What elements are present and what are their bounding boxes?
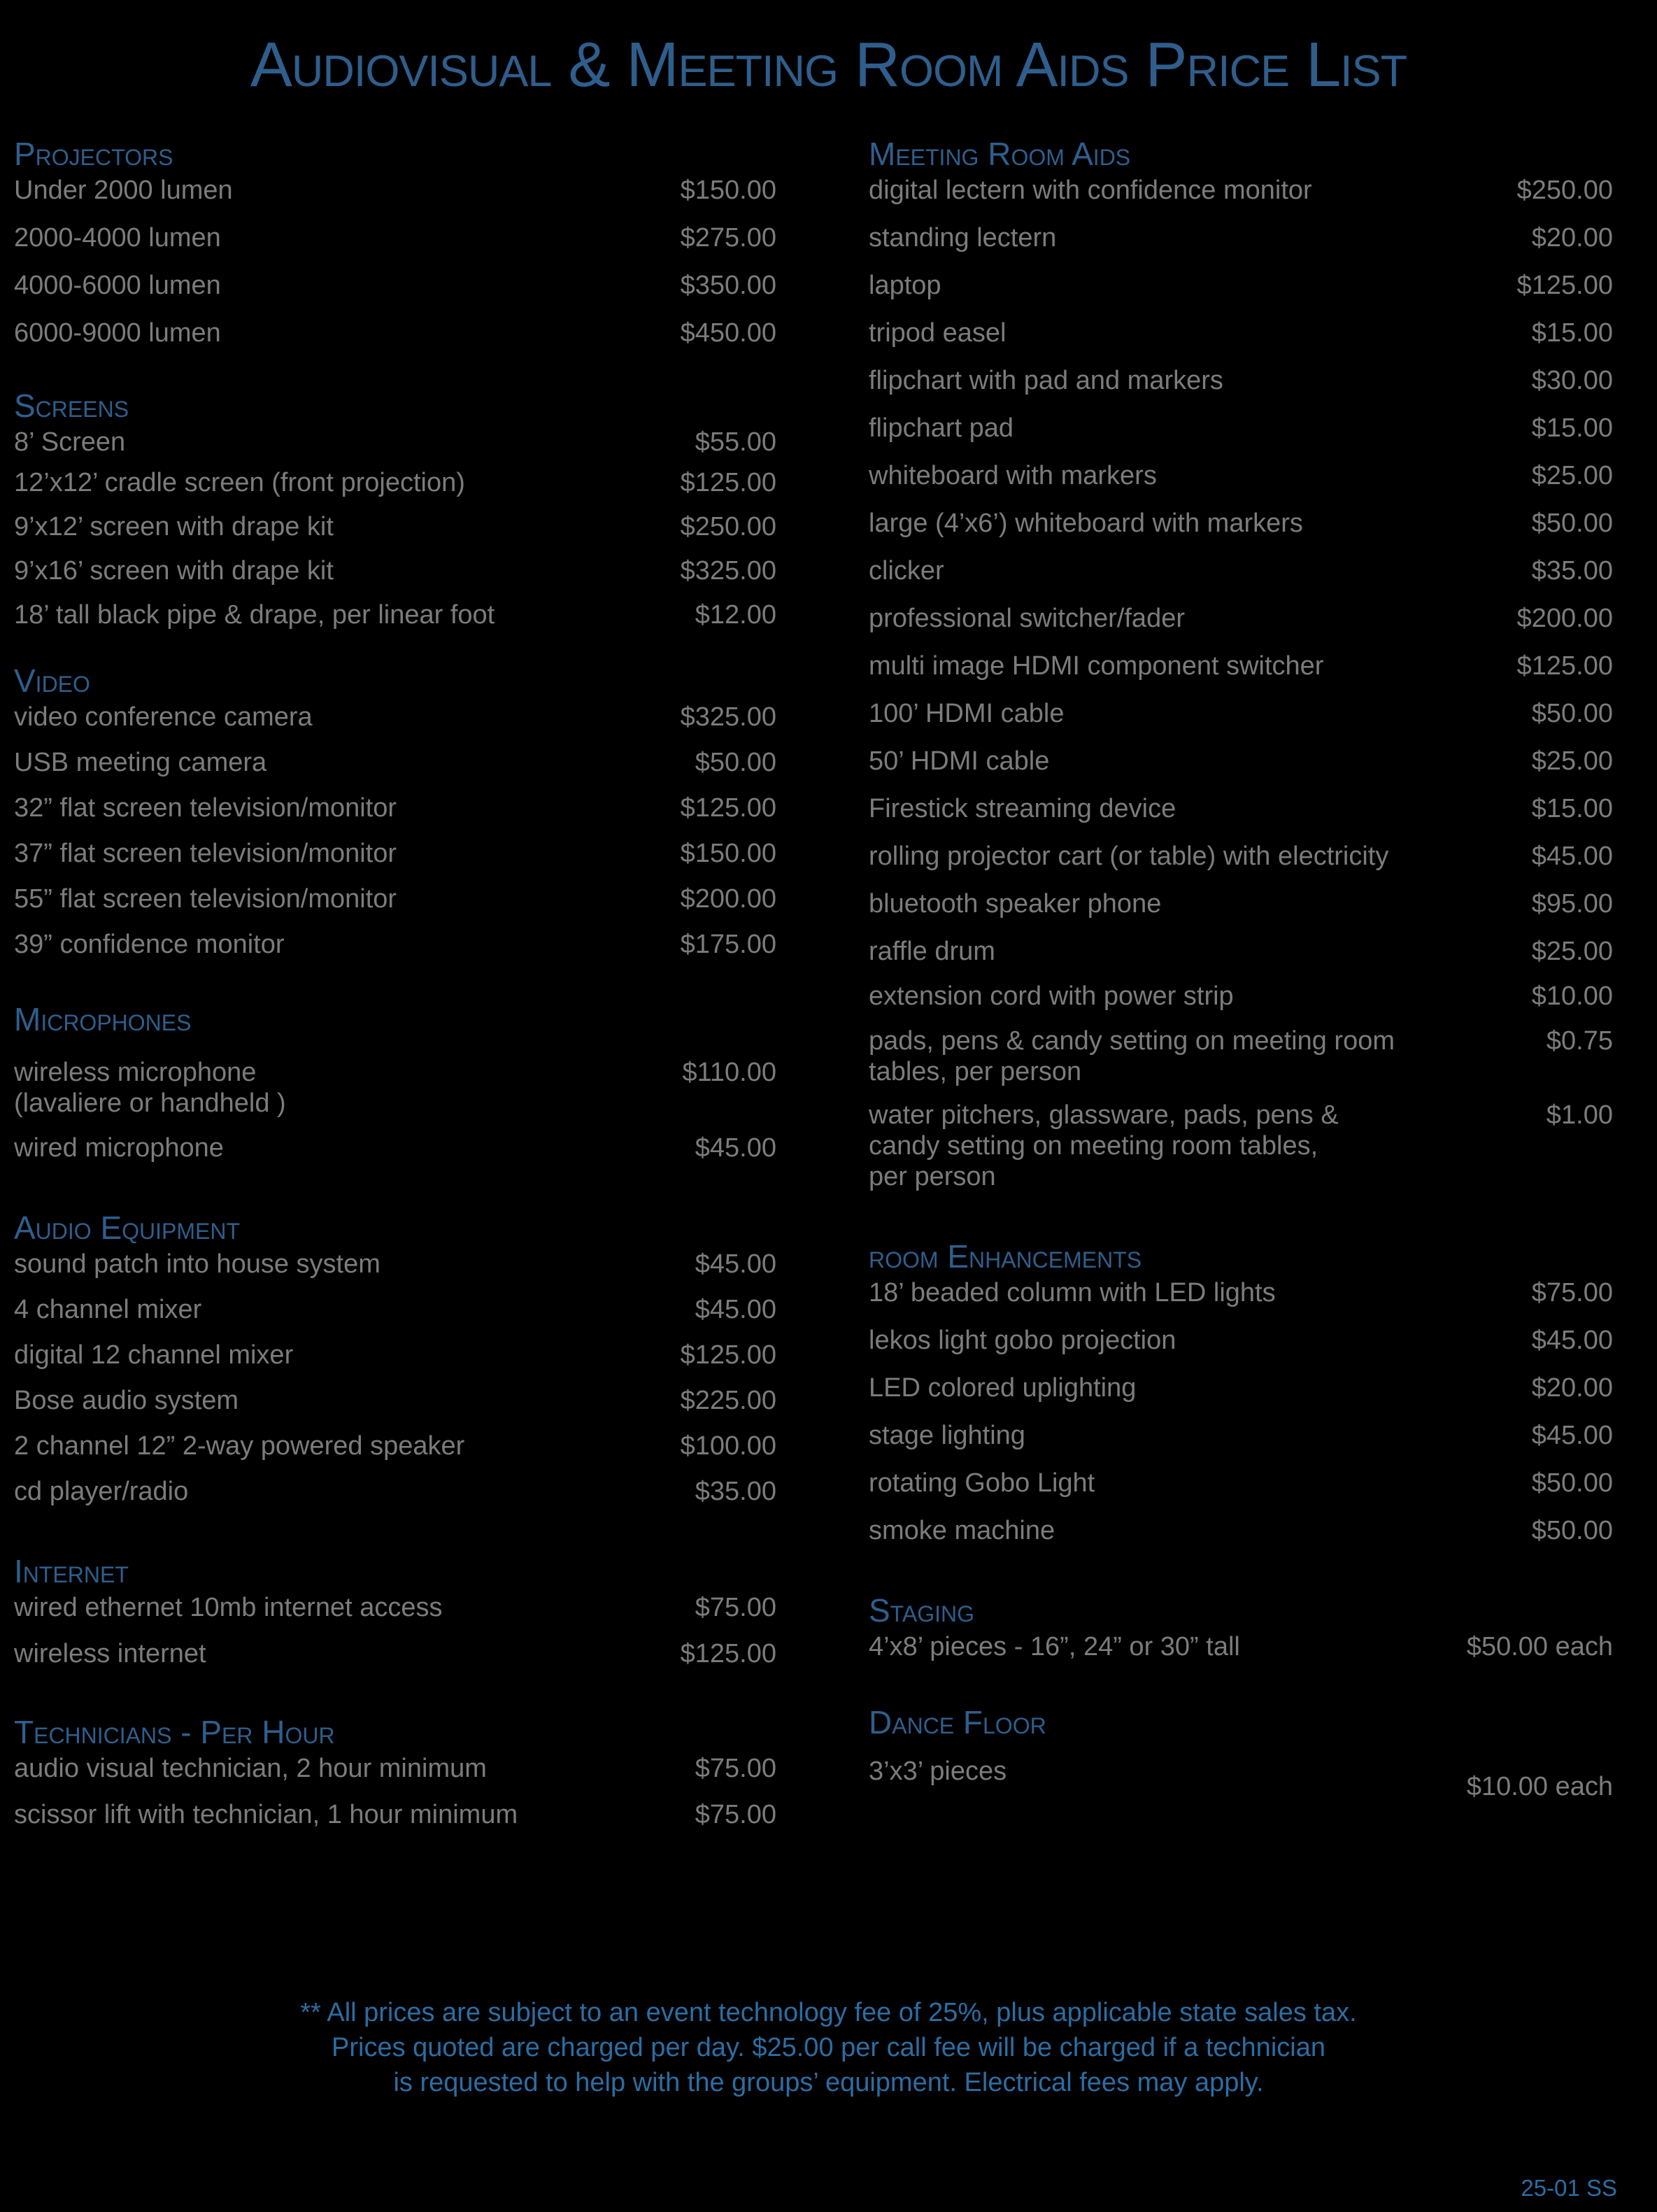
item-price: $325.00 <box>680 702 776 732</box>
price-row <box>869 936 1613 967</box>
section-right-2 <box>869 1589 1613 1662</box>
price-row <box>869 1756 1613 1802</box>
item-price: $325.00 <box>680 556 776 586</box>
item-price: $35.00 <box>1531 556 1613 586</box>
footnote <box>0 1995 1657 2100</box>
right-column <box>869 133 1613 1802</box>
price-row <box>869 746 1613 777</box>
price-row <box>869 1468 1613 1498</box>
item-label: rolling projector cart (or table) with electricity <box>869 842 1389 871</box>
item-label: 18’ beaded column with LED lights <box>869 1278 1276 1307</box>
item-price: $100.00 <box>680 1431 776 1461</box>
item-price: $150.00 <box>680 176 776 205</box>
item-price: $10.00 each <box>1466 1772 1613 1801</box>
price-row <box>869 508 1613 539</box>
item-price: $75.00 <box>1531 1278 1613 1307</box>
item-price: $1.00 <box>1546 1100 1613 1130</box>
item-label: 3’x3’ pieces <box>869 1757 1007 1786</box>
price-row <box>869 1277 1613 1308</box>
price-row <box>14 555 776 586</box>
price-row <box>14 467 776 498</box>
item-label: 4 channel mixer <box>14 1295 202 1324</box>
item-price: $25.00 <box>1531 461 1613 490</box>
item-price: $150.00 <box>680 839 776 868</box>
footnote-line: ** All prices are subject to an event technology fee of 25%, plus applicable state sales tax. <box>300 1998 1357 2027</box>
item-price: $0.75 <box>1546 1026 1613 1056</box>
document-code: 25-01 SS <box>1521 2175 1617 2201</box>
item-label: clicker <box>869 556 944 586</box>
section-heading: Projectors <box>14 136 173 172</box>
price-row <box>14 884 776 914</box>
item-label: tripod easel <box>869 318 1007 348</box>
left-column <box>14 133 776 1830</box>
price-row <box>14 1799 776 1830</box>
section-heading: Meeting Room Aids <box>869 136 1131 172</box>
price-row <box>14 1431 776 1461</box>
section-heading: Audio Equipment <box>14 1210 241 1246</box>
item-label: video conference camera <box>14 702 313 732</box>
price-row <box>869 888 1613 919</box>
section-right-3 <box>869 1701 1613 1802</box>
item-label: 2000-4000 lumen <box>14 223 221 253</box>
price-row <box>14 838 776 869</box>
section-heading: Dance Floor <box>869 1704 1046 1740</box>
item-price: $250.00 <box>1516 176 1613 205</box>
item-price: $50.00 <box>1531 1468 1613 1498</box>
section-heading: room Enhancements <box>869 1238 1142 1275</box>
item-price: $50.00 each <box>1466 1632 1613 1661</box>
item-price: $25.00 <box>1531 746 1613 776</box>
price-row <box>14 1638 776 1669</box>
price-row <box>14 1753 776 1784</box>
section-heading: Video <box>14 662 90 699</box>
item-label: digital 12 channel mixer <box>14 1340 294 1370</box>
price-row <box>869 1100 1613 1192</box>
footnote-line: is requested to help with the groups’ equipment. Electrical fees may apply. <box>393 2068 1264 2097</box>
page-title: Audiovisual & Meeting Room Aids Price List <box>250 30 1407 100</box>
section-left-3 <box>14 998 776 1163</box>
section-left-0 <box>14 133 776 348</box>
item-label: flipchart with pad and markers <box>869 366 1223 395</box>
item-price: $15.00 <box>1531 794 1613 823</box>
price-row <box>14 1476 776 1507</box>
price-row <box>14 747 776 778</box>
section-left-5 <box>14 1550 776 1669</box>
price-row <box>869 318 1613 348</box>
item-label: raffle drum <box>869 937 995 966</box>
item-label: 9’x16’ screen with drape kit <box>14 556 334 586</box>
item-label: digital lectern with confidence monitor <box>869 176 1312 205</box>
item-price: $250.00 <box>680 512 776 541</box>
item-label: large (4’x6’) whiteboard with markers <box>869 509 1303 538</box>
price-row <box>869 1373 1613 1403</box>
item-label: stage lighting <box>869 1421 1025 1450</box>
price-row <box>14 175 776 206</box>
item-price: $125.00 <box>680 468 776 497</box>
item-label: 39” confidence monitor <box>14 930 285 959</box>
item-price: $35.00 <box>695 1477 776 1506</box>
price-row <box>14 222 776 253</box>
item-label: sound patch into house system <box>14 1249 381 1279</box>
price-row <box>14 270 776 301</box>
price-row <box>14 1249 776 1279</box>
item-price: $15.00 <box>1531 413 1613 443</box>
item-label: 9’x12’ screen with drape kit <box>14 512 334 541</box>
price-row <box>14 793 776 823</box>
price-row <box>14 1385 776 1416</box>
item-price: $30.00 <box>1531 366 1613 395</box>
item-price: $45.00 <box>1531 842 1613 871</box>
price-row <box>869 175 1613 206</box>
item-price: $50.00 <box>1531 1516 1613 1545</box>
item-label: 4’x8’ pieces - 16”, 24” or 30” tall <box>869 1632 1240 1661</box>
item-label: laptop <box>869 271 941 300</box>
item-price: $45.00 <box>695 1295 776 1324</box>
price-row <box>869 1026 1613 1087</box>
section-heading: Technicians - Per Hour <box>14 1714 335 1750</box>
price-row <box>869 222 1613 253</box>
item-price: $20.00 <box>1531 223 1613 253</box>
item-label: USB meeting camera <box>14 748 267 777</box>
item-label: 100’ HDMI cable <box>869 699 1065 728</box>
item-price: $45.00 <box>695 1133 776 1163</box>
item-price: $50.00 <box>1531 699 1613 728</box>
price-row <box>869 698 1613 729</box>
price-row <box>14 1057 776 1119</box>
item-label: pads, pens & candy setting on meeting room tables, per person <box>869 1026 1395 1086</box>
section-left-2 <box>14 660 776 960</box>
price-row <box>869 603 1613 634</box>
item-label: water pitchers, glassware, pads, pens & candy setting on meeting room tables, per person <box>869 1100 1339 1191</box>
price-row <box>14 1133 776 1163</box>
item-label: smoke machine <box>869 1516 1055 1545</box>
item-label: 50’ HDMI cable <box>869 746 1050 776</box>
price-row <box>869 841 1613 872</box>
item-price: $12.00 <box>695 600 776 630</box>
item-label: 37” flat screen television/monitor <box>14 839 397 868</box>
item-label: bluetooth speaker phone <box>869 889 1162 919</box>
price-row <box>14 1294 776 1325</box>
item-label: professional switcher/fader <box>869 604 1185 633</box>
item-price: $225.00 <box>680 1386 776 1415</box>
item-label: cd player/radio <box>14 1477 189 1506</box>
price-row <box>869 651 1613 681</box>
item-price: $45.00 <box>1531 1326 1613 1355</box>
section-right-1 <box>869 1235 1613 1546</box>
price-row <box>14 702 776 732</box>
item-label: wired ethernet 10mb internet access <box>14 1593 443 1622</box>
price-row <box>14 1592 776 1623</box>
price-row <box>14 427 776 458</box>
item-price: $45.00 <box>695 1249 776 1279</box>
item-label: whiteboard with markers <box>869 461 1157 490</box>
item-price: $75.00 <box>695 1800 776 1829</box>
item-price: $125.00 <box>680 1340 776 1370</box>
item-label: 32” flat screen television/monitor <box>14 793 397 823</box>
item-price: $10.00 <box>1531 981 1613 1011</box>
section-left-4 <box>14 1207 776 1507</box>
item-price: $50.00 <box>1531 509 1613 538</box>
price-row <box>869 1325 1613 1356</box>
item-price: $125.00 <box>1516 271 1613 300</box>
price-row <box>14 1340 776 1370</box>
item-label: 12’x12’ cradle screen (front projection) <box>14 468 465 497</box>
price-row <box>869 413 1613 444</box>
item-price: $125.00 <box>680 793 776 823</box>
item-price: $125.00 <box>680 1639 776 1668</box>
item-label: audio visual technician, 2 hour minimum <box>14 1754 487 1783</box>
item-label: wireless microphone (lavaliere or handheld ) <box>14 1058 286 1118</box>
item-price: $75.00 <box>695 1754 776 1783</box>
item-label: LED colored uplighting <box>869 1373 1137 1403</box>
item-label: 6000-9000 lumen <box>14 318 221 348</box>
item-price: $45.00 <box>1531 1421 1613 1450</box>
price-row <box>14 600 776 630</box>
item-label: lekos light gobo projection <box>869 1326 1176 1355</box>
item-price: $95.00 <box>1531 889 1613 919</box>
item-price: $50.00 <box>695 748 776 777</box>
item-price: $350.00 <box>680 271 776 300</box>
price-row <box>869 1631 1613 1662</box>
item-price: $55.00 <box>695 427 776 457</box>
section-heading: Internet <box>14 1553 129 1589</box>
price-row <box>869 1420 1613 1451</box>
item-label: standing lectern <box>869 223 1057 253</box>
item-price: $200.00 <box>1516 604 1613 633</box>
item-label: 55” flat screen television/monitor <box>14 884 397 914</box>
item-label: multi image HDMI component switcher <box>869 651 1324 681</box>
item-label: scissor lift with technician, 1 hour minimum <box>14 1800 518 1829</box>
item-label: Under 2000 lumen <box>14 176 233 205</box>
price-row <box>869 793 1613 824</box>
item-price: $125.00 <box>1516 651 1613 681</box>
price-row <box>14 318 776 348</box>
item-label: 18’ tall black pipe & drape, per linear foot <box>14 600 495 630</box>
item-price: $450.00 <box>680 318 776 348</box>
item-label: wireless internet <box>14 1639 206 1668</box>
item-price: $20.00 <box>1531 1373 1613 1403</box>
item-price: $175.00 <box>680 930 776 959</box>
item-price: $275.00 <box>680 223 776 253</box>
item-price: $25.00 <box>1531 937 1613 966</box>
section-left-1 <box>14 385 776 630</box>
item-label: 4000-6000 lumen <box>14 271 221 300</box>
section-heading: Microphones <box>14 1001 192 1037</box>
item-label: rotating Gobo Light <box>869 1468 1095 1498</box>
section-heading: Screens <box>14 388 129 424</box>
price-row <box>869 555 1613 586</box>
item-label: Firestick streaming device <box>869 794 1176 823</box>
item-price: $75.00 <box>695 1593 776 1622</box>
price-row <box>869 270 1613 301</box>
section-left-6 <box>14 1711 776 1830</box>
item-label: 8’ Screen <box>14 427 126 457</box>
price-row <box>869 1515 1613 1546</box>
item-price: $200.00 <box>680 884 776 914</box>
price-row <box>14 511 776 542</box>
item-label: flipchart pad <box>869 413 1014 443</box>
footnote-line: Prices quoted are charged per day. $25.00 per call fee will be charged if a technician <box>332 2033 1325 2062</box>
item-label: 2 channel 12” 2-way powered speaker <box>14 1431 465 1461</box>
price-row <box>14 929 776 960</box>
section-heading: Staging <box>869 1592 974 1629</box>
price-row <box>869 981 1613 1012</box>
section-right-0 <box>869 133 1613 1192</box>
item-price: $110.00 <box>682 1058 776 1087</box>
item-label: wired microphone <box>14 1133 224 1163</box>
item-label: Bose audio system <box>14 1386 239 1415</box>
item-price: $15.00 <box>1531 318 1613 348</box>
price-row <box>869 460 1613 491</box>
item-label: extension cord with power strip <box>869 981 1234 1011</box>
price-row <box>869 365 1613 396</box>
